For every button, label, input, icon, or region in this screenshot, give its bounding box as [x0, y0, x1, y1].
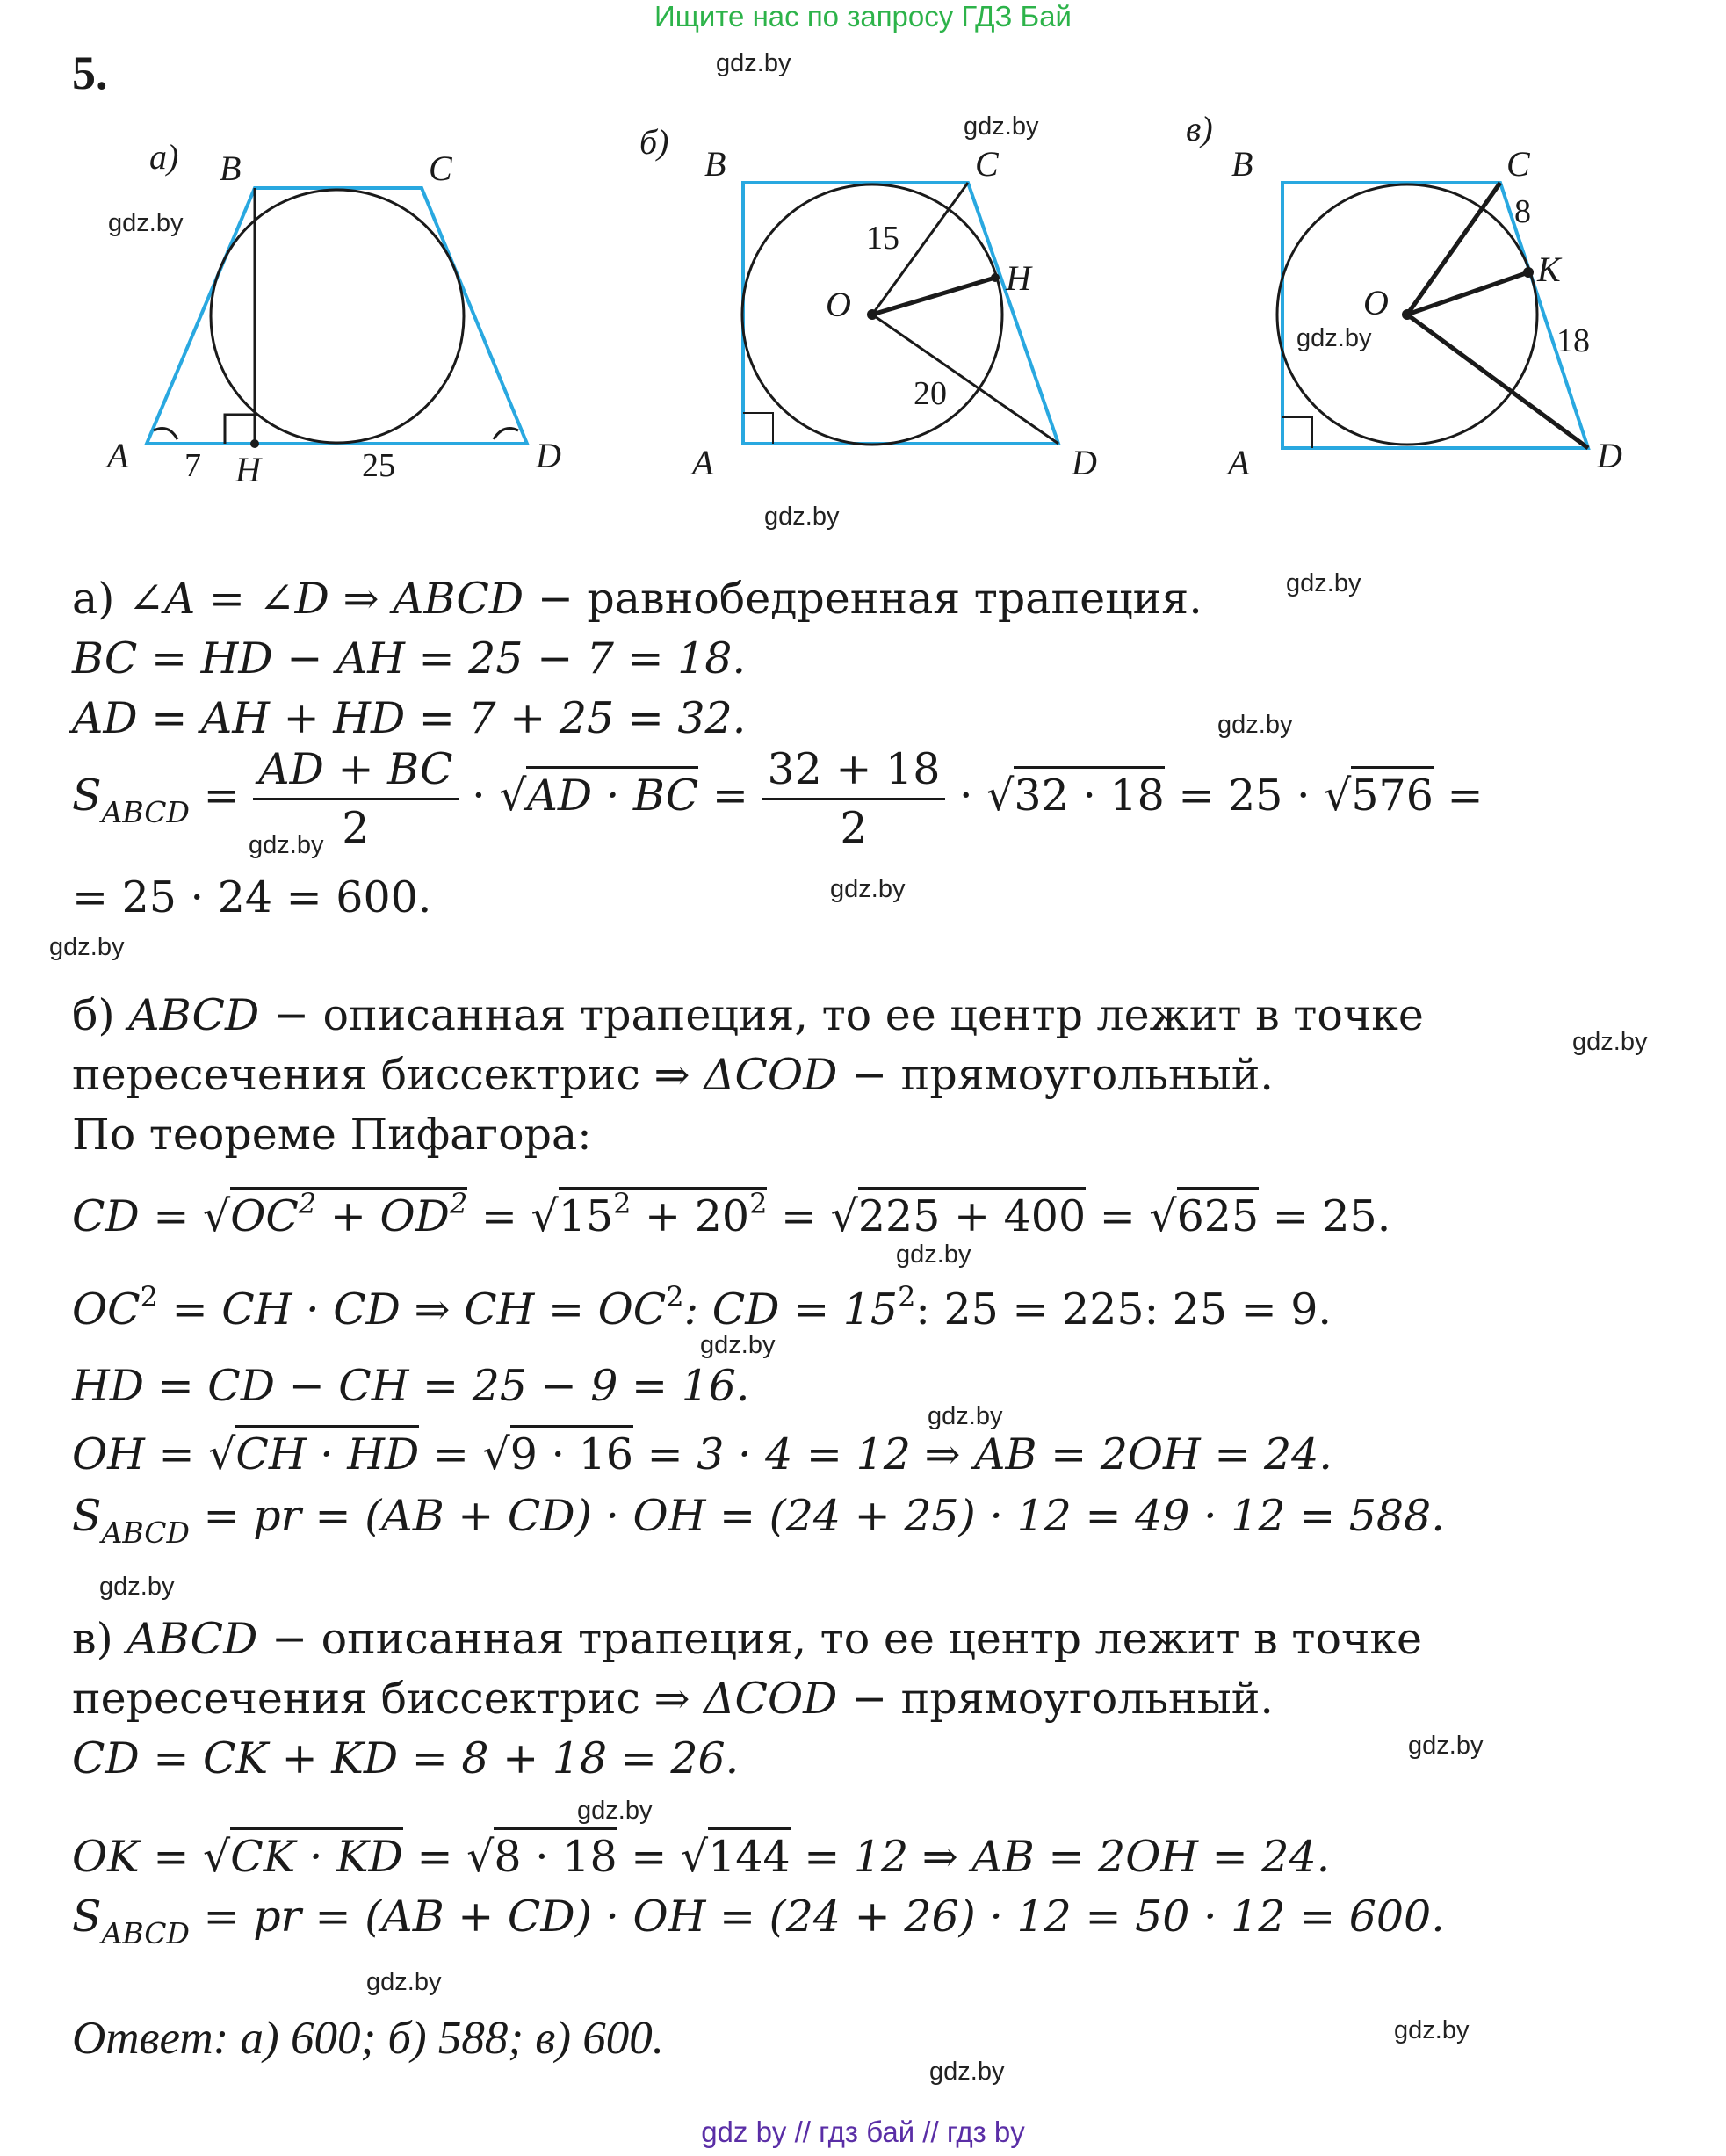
- problem-number: 5.: [72, 47, 108, 99]
- point-label: B: [220, 148, 242, 188]
- solution-c-line1: в) ABCD − описанная трапеция, то ее центр лежит в точке: [72, 1614, 1422, 1664]
- watermark: gdz.by: [700, 1331, 776, 1359]
- solution-a-line1: а) ∠A = ∠D ⇒ ABCD − равнобедренная трапеция.: [72, 574, 1202, 624]
- point-label: B: [1231, 144, 1253, 184]
- point-label: A: [107, 436, 129, 475]
- watermark: gdz.by: [716, 49, 791, 77]
- watermark: gdz.by: [1572, 1028, 1648, 1056]
- segment-oh: [872, 278, 995, 315]
- watermark: gdz.by: [99, 1573, 175, 1601]
- segment-label: 15: [866, 220, 899, 257]
- figure-c-label: в): [1186, 109, 1213, 148]
- watermark: gdz.by: [830, 875, 906, 903]
- point-label: A: [692, 443, 714, 482]
- point-label: O: [826, 285, 851, 324]
- point-label: D: [536, 436, 561, 475]
- point-label: C: [975, 144, 999, 184]
- segment-ok: [1407, 272, 1528, 315]
- solution-b-oh-formula: OH = √CH · HD = √9 · 16 = 3 · 4 = 12 ⇒ AB = 2OH = 24.: [72, 1429, 1332, 1481]
- point-h-dot: [991, 273, 1000, 282]
- solution-c-area: $S_{ABCD}$ = pr = (AB + CD) · OH = (24 + 26) · 12 = 50 · 12 = 600.: [72, 1892, 1445, 1950]
- right-angle-mark: [1282, 417, 1312, 448]
- point-label: B: [704, 144, 726, 184]
- top-banner[interactable]: Ищите нас по запросу ГДЗ Бай: [654, 0, 1072, 33]
- segment-label: 18: [1556, 322, 1590, 359]
- solution-b-hd-line: HD = CD − CH = 25 − 9 = 16.: [72, 1361, 750, 1411]
- trapezoid: [147, 188, 527, 444]
- right-angle-mark: [225, 415, 255, 444]
- point-label: A: [1228, 443, 1250, 482]
- solution-a-line3: AD = AH + HD = 7 + 25 = 32.: [72, 693, 747, 743]
- point-label: H: [1006, 258, 1031, 298]
- watermark: gdz.by: [49, 933, 125, 961]
- segment-label: 7: [184, 447, 201, 484]
- watermark: gdz.by: [108, 209, 184, 237]
- watermark: gdz.by: [366, 1968, 442, 1996]
- figure-b: [632, 114, 1142, 492]
- footer-links[interactable]: gdz by // гдз бай // гдз by: [701, 2116, 1025, 2148]
- watermark: gdz.by: [1394, 2016, 1470, 2044]
- figure-a-label: а): [149, 137, 179, 177]
- solution-b-cd-formula: CD = $√OC^2 + OD^2 = √15^2 + 20^2 = √225 + 400 = √625 = 25$.: [72, 1187, 1391, 1241]
- trapezoid: [1282, 183, 1588, 448]
- trapezoid: [743, 183, 1058, 444]
- segment-label: 25: [362, 447, 395, 484]
- watermark: gdz.by: [896, 1241, 971, 1269]
- right-angle-mark: [743, 413, 773, 444]
- segment-label: 8: [1514, 193, 1531, 230]
- solution-b-line1: б) ABCD − описанная трапеция, то ее центр лежит в точке: [72, 990, 1424, 1040]
- segment-oc: [1407, 183, 1500, 315]
- watermark: gdz.by: [249, 831, 324, 859]
- solution-c-line3: CD = CK + KD = 8 + 18 = 26.: [72, 1733, 740, 1783]
- solution-b-line2: пересечения биссектрис ⇒ ΔCOD − прямоугольный.: [72, 1050, 1274, 1100]
- watermark: gdz.by: [1286, 569, 1361, 597]
- segment-od: [872, 315, 1058, 444]
- watermark: gdz.by: [928, 1402, 1003, 1430]
- solution-b-line3: По теореме Пифагора:: [72, 1110, 592, 1160]
- center-dot: [1402, 309, 1412, 320]
- solution-b-oc-formula: $OC^2$ = CH · CD ⇒ CH = $OC^2$: CD = $15^2$: 25 = 225: 25 = 9.: [72, 1280, 1332, 1335]
- angle-a-arc: [154, 429, 177, 439]
- watermark: gdz.by: [577, 1797, 653, 1825]
- watermark: gdz.by: [1217, 711, 1293, 739]
- watermark: gdz.by: [1296, 324, 1372, 352]
- solution-c-line2: пересечения биссектрис ⇒ ΔCOD − прямоугольный.: [72, 1674, 1274, 1724]
- watermark: gdz.by: [964, 112, 1039, 141]
- point-label: H: [235, 450, 261, 489]
- point-label: O: [1363, 283, 1389, 322]
- solution-a-line2: BC = HD − AH = 25 − 7 = 18.: [72, 633, 747, 684]
- center-dot: [867, 309, 877, 320]
- solution-a-area-formula: $S_{ABCD}$ = $\frac{AD + BC}{2}$ · √AD · BC = $\frac{32 + 18}{2}$ · √32 · 18 = 25 · √576 =: [72, 744, 1484, 853]
- point-h-dot: [250, 439, 259, 448]
- solution-b-area: $S_{ABCD}$ = pr = (AB + CD) · OH = (24 + 25) · 12 = 49 · 12 = 588.: [72, 1491, 1445, 1550]
- inscribed-circle: [211, 190, 464, 443]
- segment-label: 20: [914, 375, 947, 412]
- point-label: C: [1506, 144, 1530, 184]
- answer-line: Ответ: а) 600; б) 588; в) 600.: [72, 2013, 664, 2064]
- point-label: K: [1537, 250, 1561, 289]
- point-label: D: [1072, 443, 1097, 482]
- watermark: gdz.by: [1408, 1732, 1484, 1760]
- angle-d-arc: [494, 429, 518, 439]
- watermark: gdz.by: [764, 503, 840, 531]
- point-label: D: [1597, 436, 1622, 475]
- figure-b-label: б): [639, 122, 669, 162]
- point-label: C: [429, 148, 452, 188]
- solution-c-ok-formula: OK = √CK · KD = √8 · 18 = √144 = 12 ⇒ AB = 2OH = 24.: [72, 1831, 1330, 1884]
- solution-a-line5: = 25 · 24 = 600.: [72, 872, 432, 922]
- watermark: gdz.by: [929, 2058, 1005, 2086]
- figure-a: [97, 132, 589, 501]
- point-k-dot: [1523, 267, 1534, 278]
- figure-c: [1177, 105, 1704, 492]
